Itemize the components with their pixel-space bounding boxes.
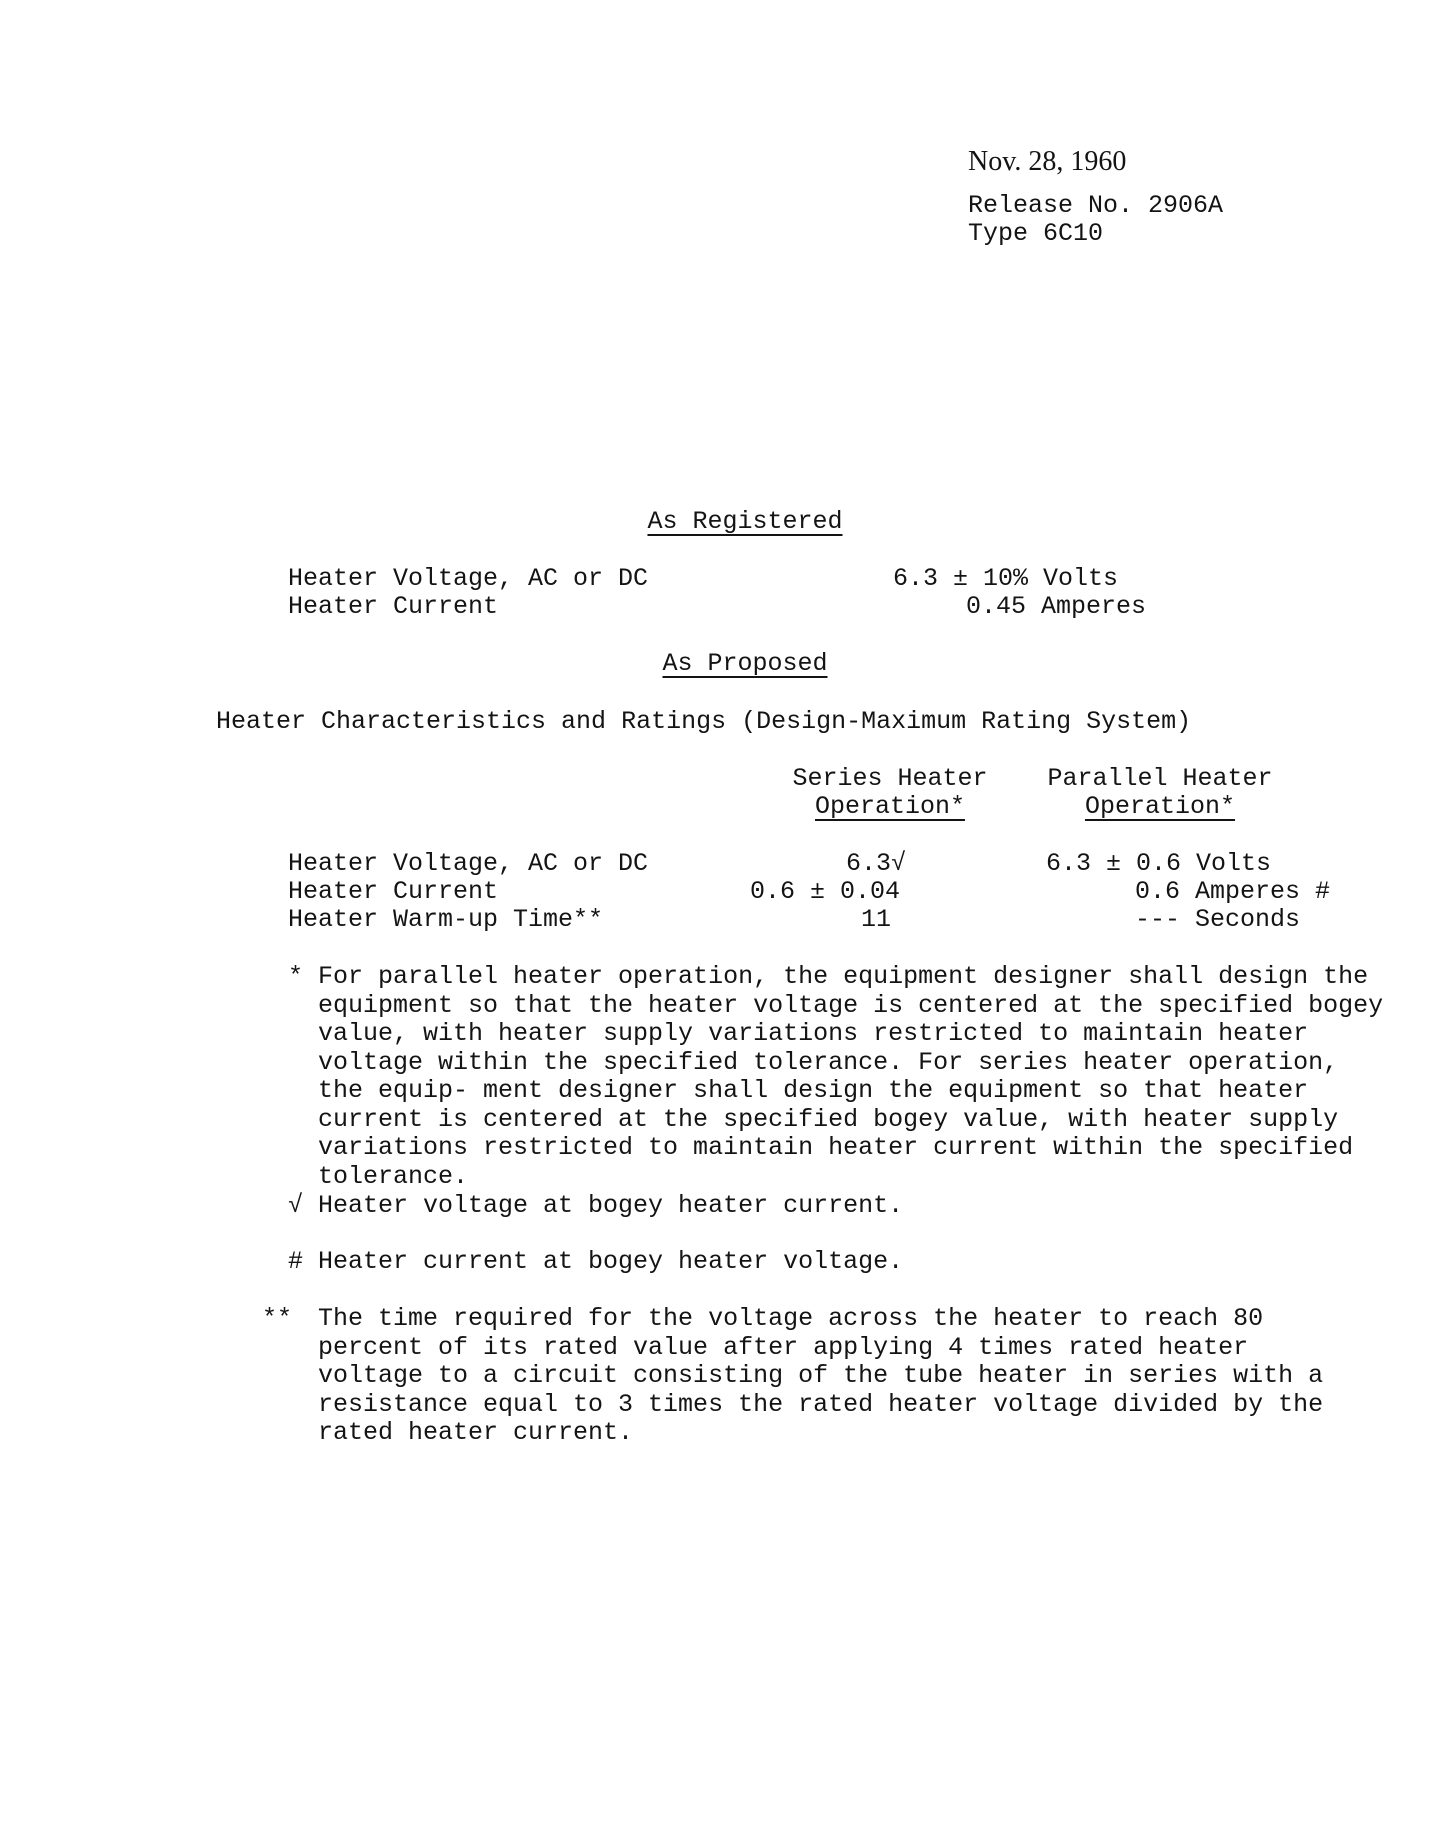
proposed-row-warmup-parallel: --- Seconds	[1135, 905, 1301, 934]
proposed-subheading: Heater Characteristics and Ratings (Design-Maximum Rating System)	[216, 707, 1192, 736]
registered-heading: As Registered	[647, 507, 843, 536]
footnote-mark-check: √	[288, 1191, 304, 1220]
proposed-row-voltage-label: Heater Voltage, AC or DC	[288, 849, 649, 878]
document-date: Nov. 28, 1960	[968, 146, 1127, 177]
footnote-text-asterisk: For parallel heater operation, the equipment designer shall design the equipment so that the heater voltage is centered at the specified bogey value, with heater supply variations restricted to maintain heater voltage within the specified tolerance. For series heater operation, the equip- ment designer shall design the equipment so that heater current is centered at the specified bogey value, with heater supply variations restricted to maintain heater current within the specified tolerance.	[318, 962, 1384, 1191]
registered-row-voltage-label: Heater Voltage, AC or DC	[288, 564, 649, 593]
registered-row-current-value: 0.45 Amperes	[966, 592, 1147, 621]
registered-row-voltage-value: 6.3 ± 10% Volts	[893, 564, 1119, 593]
proposed-row-warmup-label: Heater Warm-up Time**	[288, 905, 604, 934]
proposed-row-voltage-series: 6.3√	[846, 849, 907, 878]
proposed-row-warmup-series: 11	[861, 905, 892, 934]
footnote-text-hash: Heater current at bogey heater voltage.	[318, 1247, 904, 1276]
footnote-mark-asterisk: *	[288, 962, 304, 991]
footnote-text-check: Heater voltage at bogey heater current.	[318, 1191, 904, 1220]
proposed-row-voltage-parallel: 6.3 ± 0.6 Volts	[1046, 849, 1272, 878]
parallel-column-header-line2: Operation*	[1084, 792, 1236, 821]
series-column-header-line1: Series Heater	[792, 764, 988, 793]
parallel-column-header-line1: Parallel Heater	[1047, 764, 1273, 793]
proposed-heading: As Proposed	[662, 649, 828, 678]
proposed-row-current-series: 0.6 ± 0.04	[750, 877, 901, 906]
series-column-header-line2: Operation*	[814, 792, 966, 821]
footnote-mark-hash: #	[288, 1247, 304, 1276]
footnote-text-double-asterisk: The time required for the voltage across the heater to reach 80 percent of its rated value after applying 4 times rated heater voltage to a circuit consisting of the tube heater in series with a resistance equal to 3 times the rated heater voltage divided by the rated heater current.	[318, 1304, 1324, 1447]
release-number: Release No. 2906A	[968, 191, 1224, 220]
proposed-row-current-parallel: 0.6 Amperes #	[1135, 877, 1331, 906]
footnote-mark-double-asterisk: **	[262, 1304, 293, 1333]
tube-type: Type 6C10	[968, 219, 1104, 248]
proposed-row-current-label: Heater Current	[288, 877, 499, 906]
registered-row-current-label: Heater Current	[288, 592, 499, 621]
